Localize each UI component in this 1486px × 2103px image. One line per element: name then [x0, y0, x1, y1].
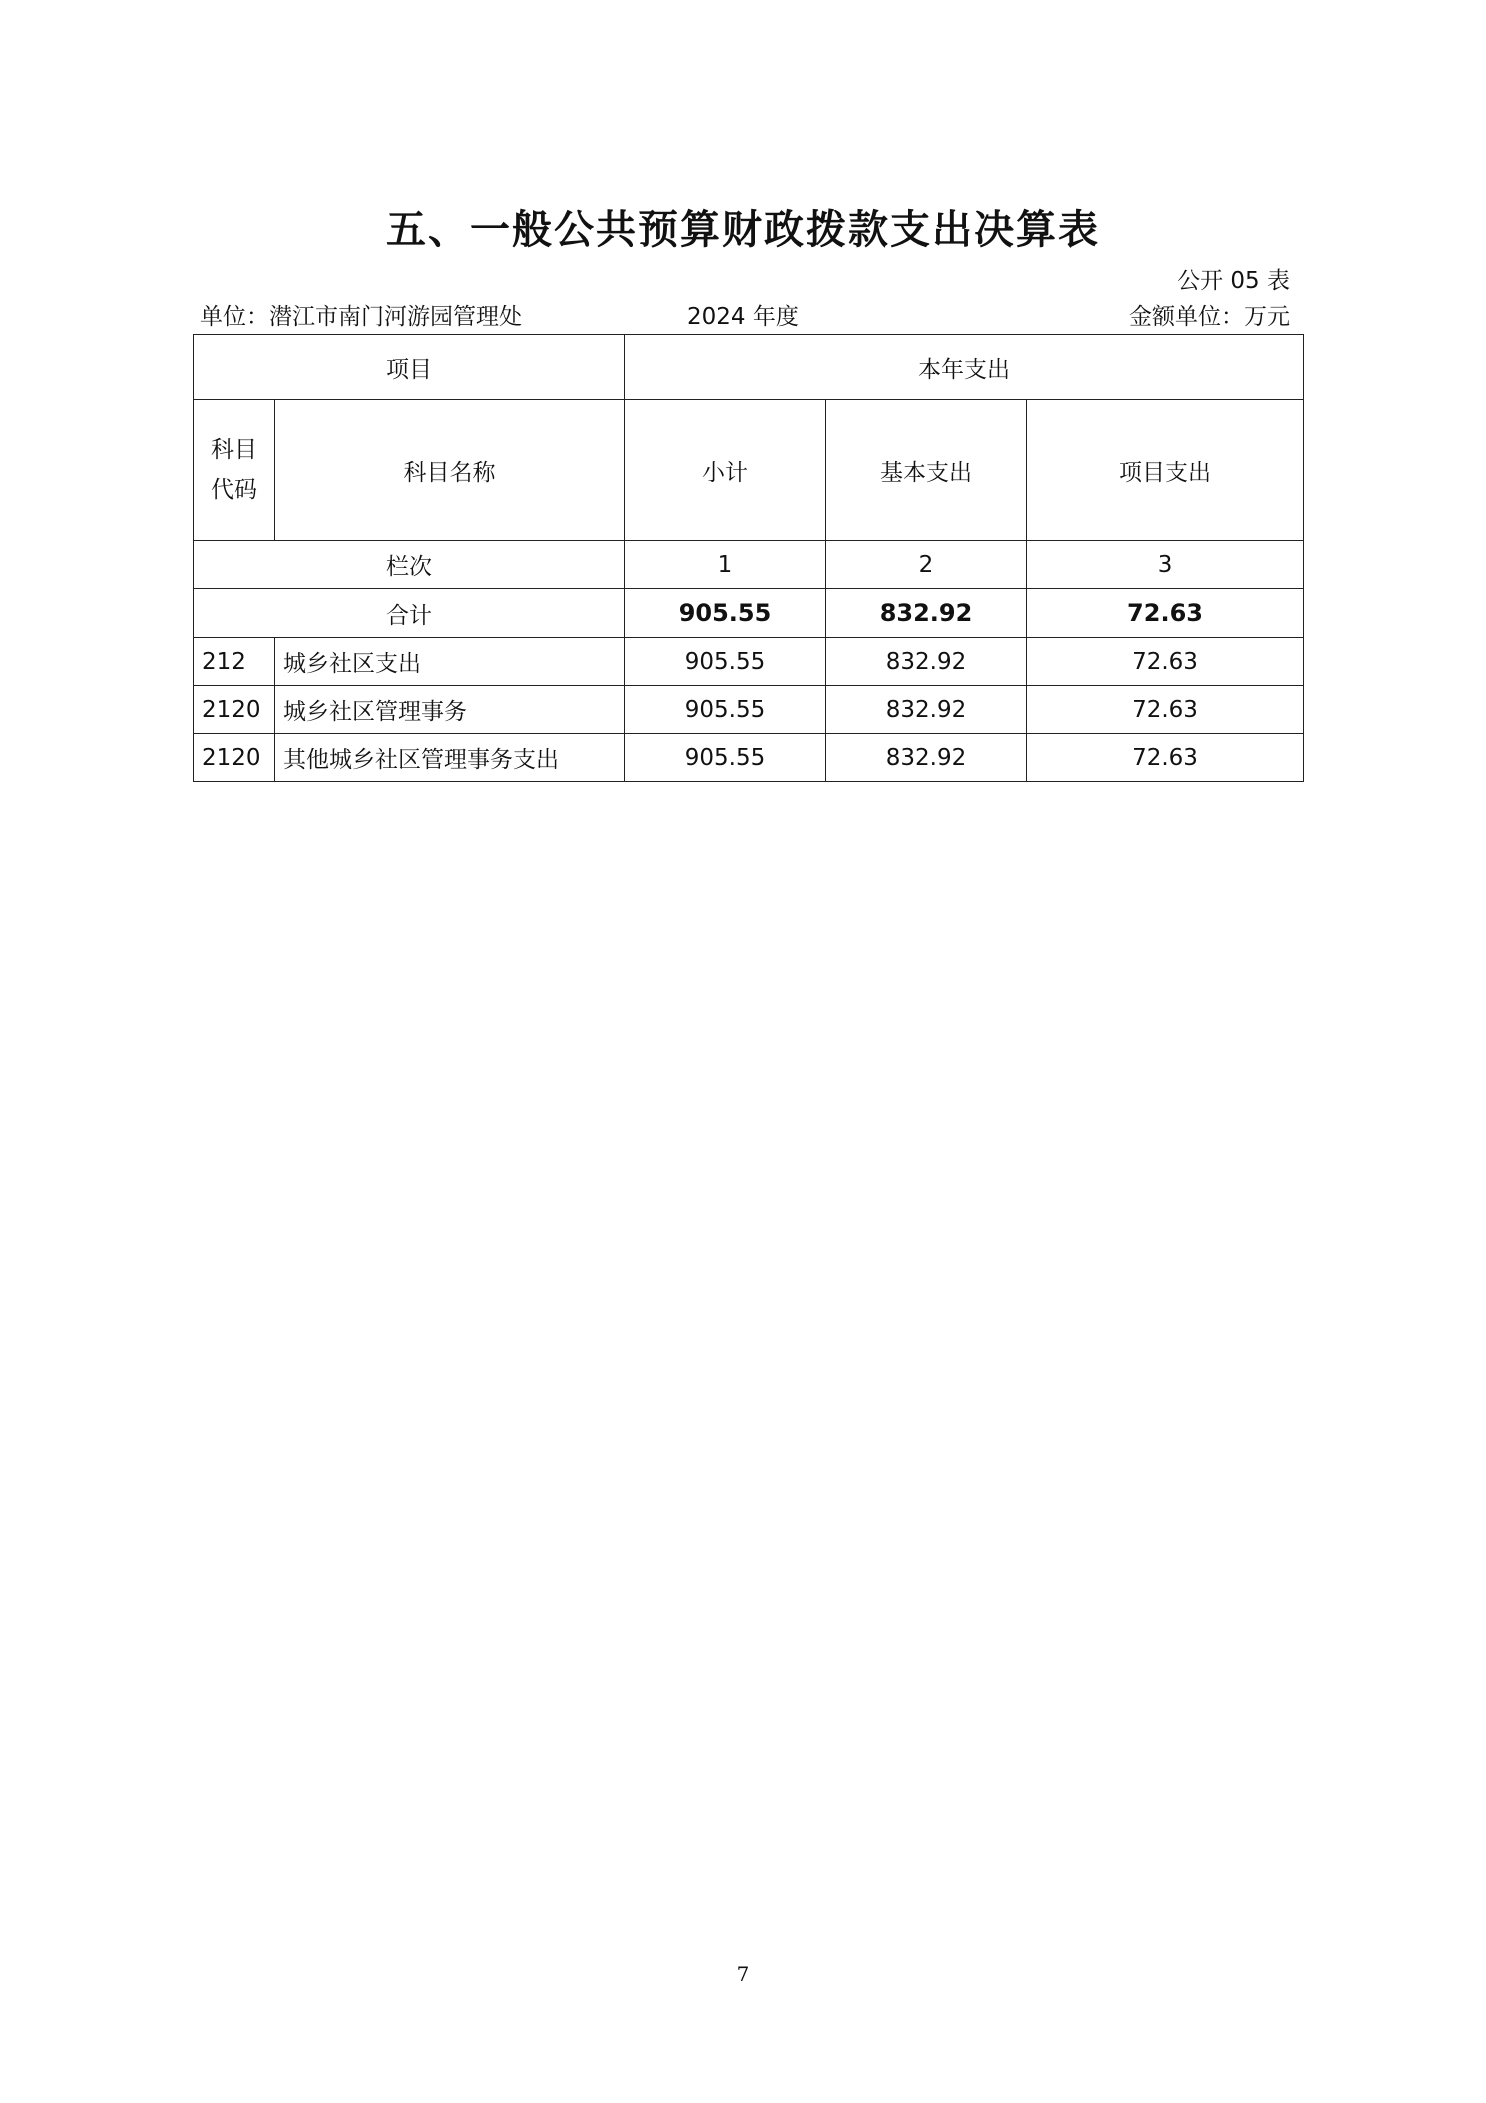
row-subtotal: 905.55 — [625, 638, 826, 686]
row-subtotal: 905.55 — [625, 734, 826, 782]
index-label: 栏次 — [194, 541, 625, 589]
header-project: 项目支出 — [1027, 400, 1304, 541]
index-3: 3 — [1027, 541, 1304, 589]
row-subtotal: 905.55 — [625, 686, 826, 734]
index-2: 2 — [826, 541, 1027, 589]
header-basic: 基本支出 — [826, 400, 1027, 541]
unit-label: 单位：潜江市南门河游园管理处 — [200, 304, 522, 330]
row-code: 2120 — [194, 734, 275, 782]
page-title: 五、一般公共预算财政拨款支出决算表 — [386, 207, 1100, 253]
row-project: 72.63 — [1027, 734, 1304, 782]
form-number: 公开 05 表 — [1177, 268, 1290, 294]
total-subtotal: 905.55 — [625, 589, 826, 638]
total-project: 72.63 — [1027, 589, 1304, 638]
row-basic: 832.92 — [826, 686, 1027, 734]
header-name: 科目名称 — [275, 400, 625, 541]
row-basic: 832.92 — [826, 638, 1027, 686]
row-name: 其他城乡社区管理事务支出 — [275, 734, 625, 782]
index-row — [194, 541, 1304, 589]
row-code: 2120 — [194, 686, 275, 734]
row-project: 72.63 — [1027, 686, 1304, 734]
total-basic: 832.92 — [826, 589, 1027, 638]
header-row-1 — [194, 335, 1304, 400]
header-current-year: 本年支出 — [625, 335, 1304, 400]
budget-table — [193, 334, 1304, 782]
year-label: 2024 年度 — [687, 304, 799, 330]
index-1: 1 — [625, 541, 826, 589]
table-row — [194, 686, 1304, 734]
row-name: 城乡社区管理事务 — [275, 686, 625, 734]
row-code: 212 — [194, 638, 275, 686]
total-row — [194, 589, 1304, 638]
table-row — [194, 638, 1304, 686]
table-row — [194, 734, 1304, 782]
page-number: 7 — [736, 1962, 750, 1986]
row-name: 城乡社区支出 — [275, 638, 625, 686]
total-label: 合计 — [194, 589, 625, 638]
header-code: 科目代码 — [194, 400, 275, 541]
header-item: 项目 — [194, 335, 625, 400]
row-project: 72.63 — [1027, 638, 1304, 686]
meta-row — [200, 298, 1290, 328]
row-basic: 832.92 — [826, 734, 1027, 782]
header-row-2 — [194, 400, 1304, 541]
header-subtotal: 小计 — [625, 400, 826, 541]
money-unit-label: 金额单位：万元 — [1129, 304, 1290, 330]
